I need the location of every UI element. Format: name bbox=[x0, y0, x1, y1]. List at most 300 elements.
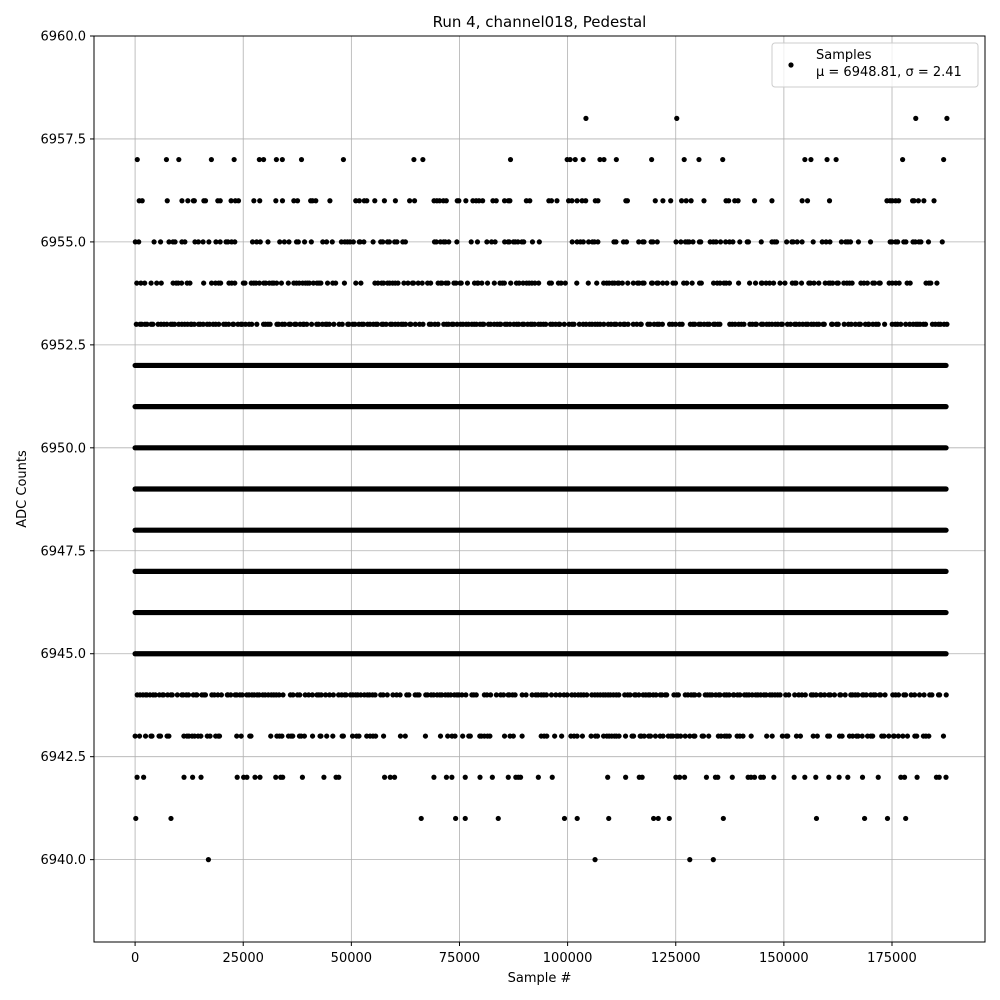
data-point bbox=[730, 239, 735, 244]
data-point bbox=[258, 239, 263, 244]
data-point bbox=[860, 733, 865, 738]
data-point bbox=[689, 198, 694, 203]
data-point bbox=[403, 733, 408, 738]
data-point bbox=[941, 157, 946, 162]
data-point bbox=[620, 280, 625, 285]
data-point bbox=[330, 239, 335, 244]
data-point bbox=[143, 733, 148, 738]
data-point bbox=[274, 280, 279, 285]
data-point bbox=[824, 157, 829, 162]
data-point bbox=[711, 857, 716, 862]
data-point bbox=[908, 280, 913, 285]
data-point bbox=[168, 816, 173, 821]
data-point bbox=[595, 198, 600, 203]
data-point bbox=[333, 280, 338, 285]
data-point bbox=[149, 280, 154, 285]
data-point bbox=[944, 322, 949, 327]
data-point bbox=[931, 198, 936, 203]
data-point bbox=[753, 280, 758, 285]
data-point bbox=[727, 733, 732, 738]
data-point bbox=[218, 280, 223, 285]
data-point bbox=[784, 239, 789, 244]
data-point bbox=[601, 157, 606, 162]
data-point bbox=[754, 322, 759, 327]
data-point bbox=[624, 239, 629, 244]
data-point bbox=[786, 692, 791, 697]
data-point bbox=[403, 322, 408, 327]
data-point bbox=[642, 733, 647, 738]
y-tick-label: 6942.5 bbox=[40, 750, 86, 766]
data-point bbox=[140, 198, 145, 203]
data-point bbox=[568, 157, 573, 162]
data-point bbox=[179, 280, 184, 285]
data-point bbox=[158, 239, 163, 244]
data-point bbox=[452, 733, 457, 738]
data-point bbox=[713, 239, 718, 244]
data-point bbox=[420, 280, 425, 285]
data-point bbox=[543, 322, 548, 327]
data-point bbox=[679, 198, 684, 203]
data-point bbox=[474, 692, 479, 697]
data-point bbox=[876, 775, 881, 780]
data-point bbox=[562, 322, 567, 327]
data-point bbox=[175, 692, 180, 697]
y-tick-label: 6945.0 bbox=[40, 647, 86, 663]
data-point bbox=[502, 733, 507, 738]
data-point bbox=[574, 198, 579, 203]
data-point bbox=[749, 733, 754, 738]
data-point bbox=[752, 198, 757, 203]
data-point bbox=[793, 280, 798, 285]
data-point bbox=[885, 816, 890, 821]
data-point bbox=[903, 816, 908, 821]
data-point bbox=[601, 322, 606, 327]
data-point bbox=[530, 239, 535, 244]
legend-marker bbox=[788, 62, 793, 67]
data-point bbox=[361, 239, 366, 244]
data-point bbox=[453, 816, 458, 821]
x-tick-label: 175000 bbox=[867, 951, 917, 966]
data-point bbox=[487, 733, 492, 738]
data-point bbox=[456, 198, 461, 203]
data-point bbox=[318, 733, 323, 738]
data-point bbox=[273, 198, 278, 203]
data-point bbox=[641, 280, 646, 285]
data-point bbox=[639, 322, 644, 327]
data-point bbox=[232, 239, 237, 244]
data-point bbox=[850, 280, 855, 285]
data-point bbox=[746, 239, 751, 244]
data-point bbox=[563, 280, 568, 285]
data-point bbox=[463, 692, 468, 697]
data-point bbox=[341, 733, 346, 738]
data-point bbox=[613, 239, 618, 244]
data-point bbox=[575, 733, 580, 738]
data-point bbox=[513, 692, 518, 697]
data-point bbox=[327, 322, 332, 327]
data-point bbox=[395, 280, 400, 285]
data-point bbox=[154, 280, 159, 285]
data-point bbox=[903, 239, 908, 244]
data-point bbox=[730, 775, 735, 780]
data-point bbox=[918, 239, 923, 244]
data-point bbox=[570, 239, 575, 244]
data-point bbox=[682, 775, 687, 780]
data-point bbox=[752, 775, 757, 780]
data-point bbox=[715, 775, 720, 780]
data-point bbox=[574, 280, 579, 285]
x-axis-label: Sample # bbox=[507, 971, 572, 986]
data-point bbox=[897, 280, 902, 285]
data-point bbox=[481, 322, 486, 327]
data-point bbox=[650, 280, 655, 285]
x-tick-label: 150000 bbox=[759, 951, 809, 966]
data-point bbox=[187, 280, 192, 285]
data-point bbox=[463, 198, 468, 203]
data-point bbox=[641, 239, 646, 244]
data-point bbox=[218, 198, 223, 203]
data-point bbox=[406, 692, 411, 697]
data-point bbox=[387, 239, 392, 244]
data-point bbox=[179, 198, 184, 203]
data-point bbox=[660, 322, 665, 327]
data-point bbox=[274, 157, 279, 162]
data-point bbox=[808, 157, 813, 162]
data-point bbox=[235, 775, 240, 780]
data-point bbox=[827, 239, 832, 244]
data-point bbox=[150, 322, 155, 327]
y-tick-label: 6957.5 bbox=[40, 132, 86, 148]
data-point bbox=[428, 280, 433, 285]
data-point bbox=[770, 733, 775, 738]
data-point bbox=[934, 280, 939, 285]
data-point bbox=[586, 280, 591, 285]
data-point bbox=[196, 239, 201, 244]
data-point bbox=[761, 775, 766, 780]
data-point bbox=[304, 322, 309, 327]
data-point bbox=[444, 775, 449, 780]
data-point bbox=[937, 775, 942, 780]
data-point bbox=[420, 157, 425, 162]
data-point bbox=[704, 775, 709, 780]
data-point bbox=[268, 322, 273, 327]
data-point bbox=[141, 775, 146, 780]
data-point bbox=[282, 239, 287, 244]
data-point bbox=[218, 239, 223, 244]
data-point bbox=[398, 692, 403, 697]
data-point bbox=[834, 157, 839, 162]
data-point bbox=[268, 733, 273, 738]
data-point bbox=[353, 280, 358, 285]
data-point bbox=[190, 775, 195, 780]
data-point bbox=[445, 280, 450, 285]
data-point bbox=[562, 816, 567, 821]
data-point bbox=[792, 775, 797, 780]
data-point bbox=[380, 239, 385, 244]
data-point bbox=[309, 322, 314, 327]
data-point bbox=[822, 322, 827, 327]
data-point bbox=[813, 775, 818, 780]
data-point bbox=[592, 857, 597, 862]
data-point bbox=[943, 775, 948, 780]
data-point bbox=[687, 857, 692, 862]
data-point bbox=[769, 198, 774, 203]
data-point bbox=[569, 198, 574, 203]
data-point bbox=[554, 198, 559, 203]
data-point bbox=[717, 322, 722, 327]
data-point bbox=[393, 198, 398, 203]
y-tick-label: 6947.5 bbox=[40, 544, 86, 560]
data-point bbox=[203, 692, 208, 697]
data-point bbox=[648, 733, 653, 738]
data-point bbox=[649, 157, 654, 162]
data-point bbox=[799, 239, 804, 244]
data-point bbox=[683, 733, 688, 738]
legend-stats-label: μ = 6948.81, σ = 2.41 bbox=[816, 65, 962, 80]
data-point bbox=[701, 198, 706, 203]
data-point bbox=[485, 280, 490, 285]
data-point bbox=[273, 775, 278, 780]
data-point bbox=[684, 280, 689, 285]
data-point bbox=[886, 733, 891, 738]
data-point bbox=[166, 733, 171, 738]
data-point bbox=[653, 733, 658, 738]
data-point bbox=[718, 239, 723, 244]
data-point bbox=[232, 157, 237, 162]
data-point bbox=[511, 733, 516, 738]
data-point bbox=[137, 733, 142, 738]
data-point bbox=[838, 692, 843, 697]
data-point bbox=[926, 733, 931, 738]
data-point bbox=[520, 733, 525, 738]
data-point bbox=[523, 692, 528, 697]
data-point bbox=[321, 775, 326, 780]
data-point bbox=[244, 775, 249, 780]
data-point bbox=[290, 733, 295, 738]
data-point bbox=[502, 280, 507, 285]
data-point bbox=[811, 280, 816, 285]
data-point bbox=[207, 733, 212, 738]
data-point bbox=[864, 692, 869, 697]
data-point bbox=[800, 198, 805, 203]
data-point bbox=[435, 322, 440, 327]
data-point bbox=[929, 692, 934, 697]
data-point bbox=[142, 280, 147, 285]
data-point bbox=[862, 816, 867, 821]
data-point bbox=[549, 280, 554, 285]
data-point bbox=[917, 692, 922, 697]
data-point bbox=[878, 692, 883, 697]
data-point bbox=[493, 239, 498, 244]
data-point bbox=[876, 322, 881, 327]
data-point bbox=[295, 198, 300, 203]
data-point bbox=[549, 198, 554, 203]
data-point bbox=[625, 280, 630, 285]
x-tick-label: 75000 bbox=[438, 951, 481, 966]
data-point bbox=[552, 733, 557, 738]
data-point bbox=[508, 280, 513, 285]
data-point bbox=[798, 733, 803, 738]
data-point bbox=[682, 157, 687, 162]
data-point bbox=[382, 775, 387, 780]
data-point bbox=[371, 239, 376, 244]
data-point bbox=[771, 775, 776, 780]
data-point bbox=[903, 692, 908, 697]
data-point bbox=[701, 733, 706, 738]
data-point bbox=[740, 733, 745, 738]
data-point bbox=[373, 692, 378, 697]
data-point bbox=[921, 692, 926, 697]
data-point bbox=[696, 692, 701, 697]
data-point bbox=[684, 198, 689, 203]
data-point bbox=[342, 280, 347, 285]
data-point bbox=[239, 733, 244, 738]
data-point bbox=[803, 692, 808, 697]
data-point bbox=[816, 280, 821, 285]
data-point bbox=[664, 692, 669, 697]
data-point bbox=[341, 157, 346, 162]
data-point bbox=[330, 733, 335, 738]
data-point bbox=[677, 775, 682, 780]
data-point bbox=[696, 157, 701, 162]
data-point bbox=[595, 733, 600, 738]
data-point bbox=[944, 116, 949, 121]
data-point bbox=[870, 733, 875, 738]
data-point bbox=[251, 198, 256, 203]
data-point bbox=[373, 733, 378, 738]
data-point bbox=[840, 733, 845, 738]
data-point bbox=[937, 692, 942, 697]
data-point bbox=[198, 775, 203, 780]
data-point bbox=[902, 775, 907, 780]
data-point bbox=[203, 198, 208, 203]
data-point bbox=[771, 280, 776, 285]
data-point bbox=[559, 733, 564, 738]
data-point bbox=[277, 239, 282, 244]
data-point bbox=[240, 692, 245, 697]
data-point bbox=[300, 775, 305, 780]
data-point bbox=[896, 692, 901, 697]
data-point bbox=[381, 733, 386, 738]
data-point bbox=[845, 775, 850, 780]
data-point bbox=[364, 198, 369, 203]
data-point bbox=[941, 733, 946, 738]
data-point bbox=[921, 198, 926, 203]
data-point bbox=[217, 733, 222, 738]
data-point bbox=[507, 198, 512, 203]
data-point bbox=[573, 157, 578, 162]
data-point bbox=[882, 322, 887, 327]
data-point bbox=[736, 280, 741, 285]
data-point bbox=[182, 239, 187, 244]
data-point bbox=[460, 733, 465, 738]
data-point bbox=[814, 816, 819, 821]
data-point bbox=[898, 322, 903, 327]
data-point bbox=[692, 733, 697, 738]
data-point bbox=[605, 775, 610, 780]
chart-title: Run 4, channel018, Pedestal bbox=[432, 13, 647, 31]
data-point bbox=[795, 239, 800, 244]
data-point bbox=[785, 733, 790, 738]
data-point bbox=[651, 816, 656, 821]
data-point bbox=[856, 239, 861, 244]
data-point bbox=[802, 775, 807, 780]
data-point bbox=[537, 239, 542, 244]
data-point bbox=[158, 733, 163, 738]
data-point bbox=[914, 775, 919, 780]
data-point bbox=[232, 280, 237, 285]
data-point bbox=[914, 733, 919, 738]
data-point bbox=[656, 280, 661, 285]
data-point bbox=[206, 239, 211, 244]
data-point bbox=[827, 733, 832, 738]
data-point bbox=[594, 280, 599, 285]
data-point bbox=[583, 116, 588, 121]
data-point bbox=[900, 157, 905, 162]
legend-series-label: Samples bbox=[816, 48, 872, 63]
data-point bbox=[664, 280, 669, 285]
data-point bbox=[477, 775, 482, 780]
data-point bbox=[463, 775, 468, 780]
data-point bbox=[336, 775, 341, 780]
data-point bbox=[764, 733, 769, 738]
data-point bbox=[372, 198, 377, 203]
data-point bbox=[690, 280, 695, 285]
data-point bbox=[581, 157, 586, 162]
data-point bbox=[777, 280, 782, 285]
data-point bbox=[176, 157, 181, 162]
data-point bbox=[521, 239, 526, 244]
data-point bbox=[302, 733, 307, 738]
data-point bbox=[340, 322, 345, 327]
data-point bbox=[490, 775, 495, 780]
data-point bbox=[134, 775, 139, 780]
data-point bbox=[815, 733, 820, 738]
data-point bbox=[544, 692, 549, 697]
data-point bbox=[280, 692, 285, 697]
data-point bbox=[606, 816, 611, 821]
data-point bbox=[699, 280, 704, 285]
data-point bbox=[836, 322, 841, 327]
y-axis-label: ADC Counts bbox=[15, 450, 30, 528]
data-point bbox=[279, 280, 284, 285]
data-point bbox=[159, 280, 164, 285]
data-point bbox=[449, 775, 454, 780]
data-point bbox=[194, 692, 199, 697]
data-point bbox=[236, 198, 241, 203]
data-point bbox=[628, 692, 633, 697]
data-point bbox=[882, 692, 887, 697]
data-point bbox=[678, 733, 683, 738]
data-point bbox=[357, 198, 362, 203]
data-point bbox=[653, 198, 658, 203]
data-point bbox=[896, 733, 901, 738]
data-point bbox=[416, 692, 421, 697]
data-point bbox=[774, 239, 779, 244]
data-point bbox=[186, 692, 191, 697]
data-point bbox=[913, 116, 918, 121]
data-point bbox=[165, 198, 170, 203]
data-point bbox=[351, 239, 356, 244]
data-point bbox=[325, 280, 330, 285]
data-point bbox=[668, 198, 673, 203]
data-point bbox=[747, 280, 752, 285]
data-point bbox=[518, 775, 523, 780]
data-point bbox=[680, 322, 685, 327]
data-point bbox=[254, 322, 259, 327]
data-point bbox=[411, 157, 416, 162]
data-point bbox=[868, 239, 873, 244]
